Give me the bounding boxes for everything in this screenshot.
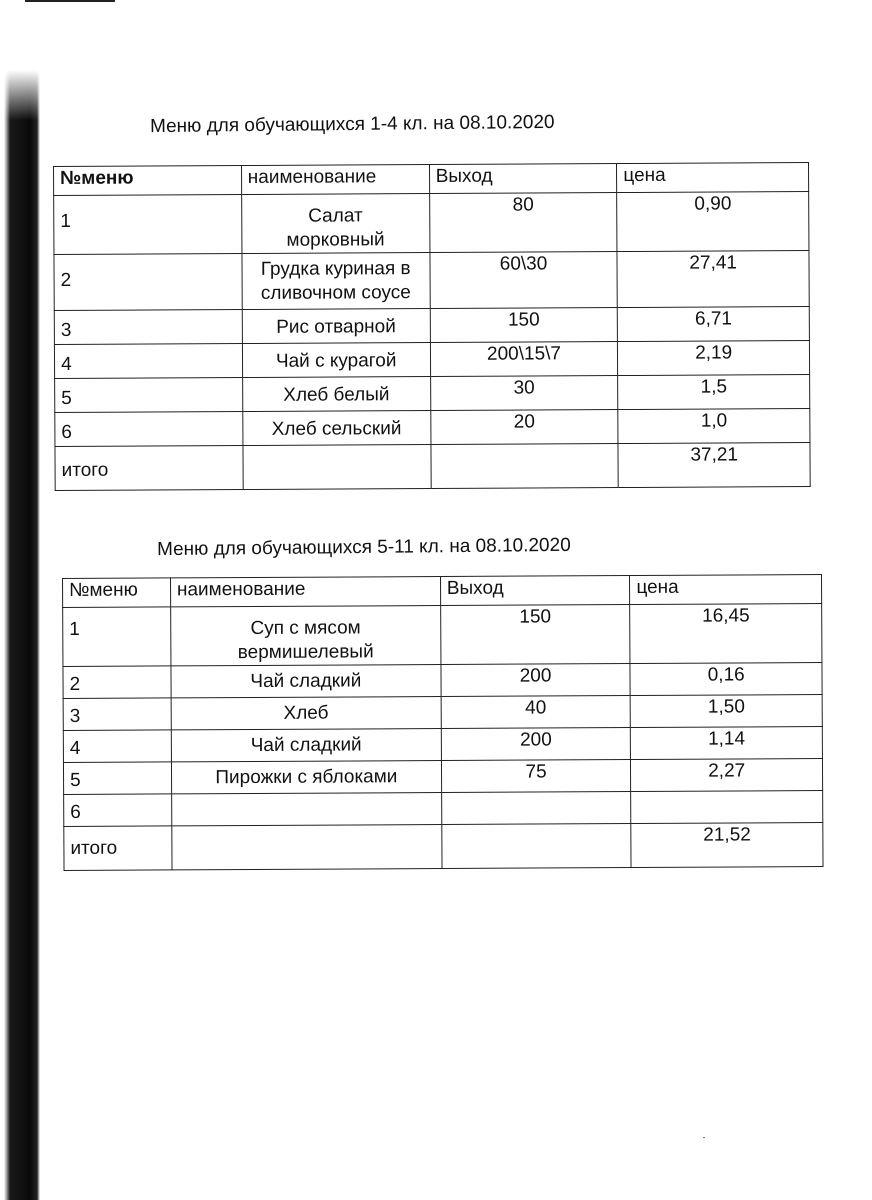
table-row	[63, 727, 822, 763]
row-num: 4	[63, 730, 171, 763]
table-total-row	[55, 443, 810, 491]
menu-title-grades-1-4: Меню для обучающихся 1-4 кл. на 08.10.2020	[149, 111, 555, 138]
row-price: 2,19	[618, 341, 810, 376]
row-output: 200	[441, 728, 631, 761]
row-output: 75	[441, 760, 631, 793]
total-name	[172, 825, 442, 870]
table-row	[63, 663, 822, 699]
row-output: 60\30	[430, 252, 618, 309]
row-name: Чай сладкий	[171, 729, 441, 762]
table-row	[55, 409, 810, 447]
header-num: №меню	[54, 166, 242, 196]
table-row	[55, 375, 810, 413]
row-output: 200\15\7	[430, 342, 618, 377]
total-name	[243, 445, 431, 490]
row-num: 2	[54, 254, 242, 311]
row-name: Хлеб белый	[242, 377, 430, 412]
total-label: итого	[64, 826, 172, 871]
row-num: 1	[54, 195, 242, 255]
row-name: Хлеб сельский	[243, 411, 431, 446]
header-name: наименование	[170, 577, 440, 607]
row-num: 4	[54, 344, 242, 379]
menu-title-grades-5-11: Меню для обучающихся 5-11 кл. на 08.10.2020	[156, 534, 571, 561]
row-name: Хлеб	[171, 697, 441, 730]
row-output: 40	[441, 696, 631, 729]
table-total-row	[64, 823, 823, 871]
table-row	[63, 759, 822, 795]
row-num: 3	[54, 310, 242, 345]
table-header-row	[54, 163, 809, 196]
row-price: 16,45	[630, 604, 822, 664]
total-price: 37,21	[618, 443, 810, 488]
total-output	[431, 444, 619, 489]
row-price: 2,27	[631, 759, 823, 792]
row-name: Салат морковный	[241, 194, 429, 254]
row-price: 1,50	[630, 695, 822, 728]
table-row	[63, 604, 822, 667]
row-price	[631, 791, 823, 824]
row-price: 0,90	[617, 192, 809, 252]
header-output: Выход	[429, 164, 617, 194]
row-name: Пирожки с яблоками	[171, 761, 441, 794]
row-num: 5	[63, 762, 171, 795]
table-row	[63, 695, 822, 731]
menu-table-grades-1-4	[53, 162, 811, 491]
header-num: №меню	[63, 578, 171, 608]
scan-speck	[703, 1137, 705, 1138]
row-output: 150	[440, 605, 630, 665]
row-num: 1	[63, 607, 171, 667]
row-name: Чай с курагой	[242, 343, 430, 378]
scan-edge	[0, 0, 40, 1200]
table-header-row	[63, 575, 822, 608]
row-price: 1,5	[618, 375, 810, 410]
row-output: 20	[430, 410, 618, 445]
row-num: 6	[64, 794, 172, 827]
row-price: 6,71	[618, 307, 810, 342]
header-output: Выход	[440, 576, 630, 606]
row-price: 27,41	[617, 251, 809, 308]
row-name: Грудка куриная в сливочном соусе	[242, 253, 430, 310]
total-output	[442, 824, 632, 869]
table-row	[54, 307, 809, 345]
row-output: 80	[429, 193, 617, 253]
row-output: 150	[430, 308, 618, 343]
row-num: 6	[55, 412, 243, 447]
row-price: 1,0	[618, 409, 810, 444]
header-price: цена	[630, 575, 822, 605]
table-row	[54, 251, 809, 311]
table-row	[64, 791, 823, 827]
row-output: 30	[430, 376, 618, 411]
row-price: 1,14	[631, 727, 823, 760]
total-label: итого	[55, 446, 243, 491]
row-output: 200	[441, 664, 631, 697]
scan-edge-fade	[0, 0, 40, 120]
row-name: Чай сладкий	[171, 665, 441, 698]
row-name: Суп с мясом вермишелевый	[171, 606, 441, 666]
scan-top-line	[25, 0, 115, 2]
header-price: цена	[617, 163, 809, 193]
menu-table-grades-5-11	[62, 574, 824, 871]
header-name: наименование	[241, 165, 429, 195]
row-name	[172, 793, 442, 826]
row-name: Рис отварной	[242, 309, 430, 344]
row-num: 3	[63, 698, 171, 731]
table-row	[54, 192, 809, 255]
row-output	[441, 792, 631, 825]
row-num: 2	[63, 666, 171, 699]
table-row	[54, 341, 809, 379]
total-price: 21,52	[631, 823, 823, 868]
row-price: 0,16	[630, 663, 822, 696]
row-num: 5	[55, 378, 243, 413]
